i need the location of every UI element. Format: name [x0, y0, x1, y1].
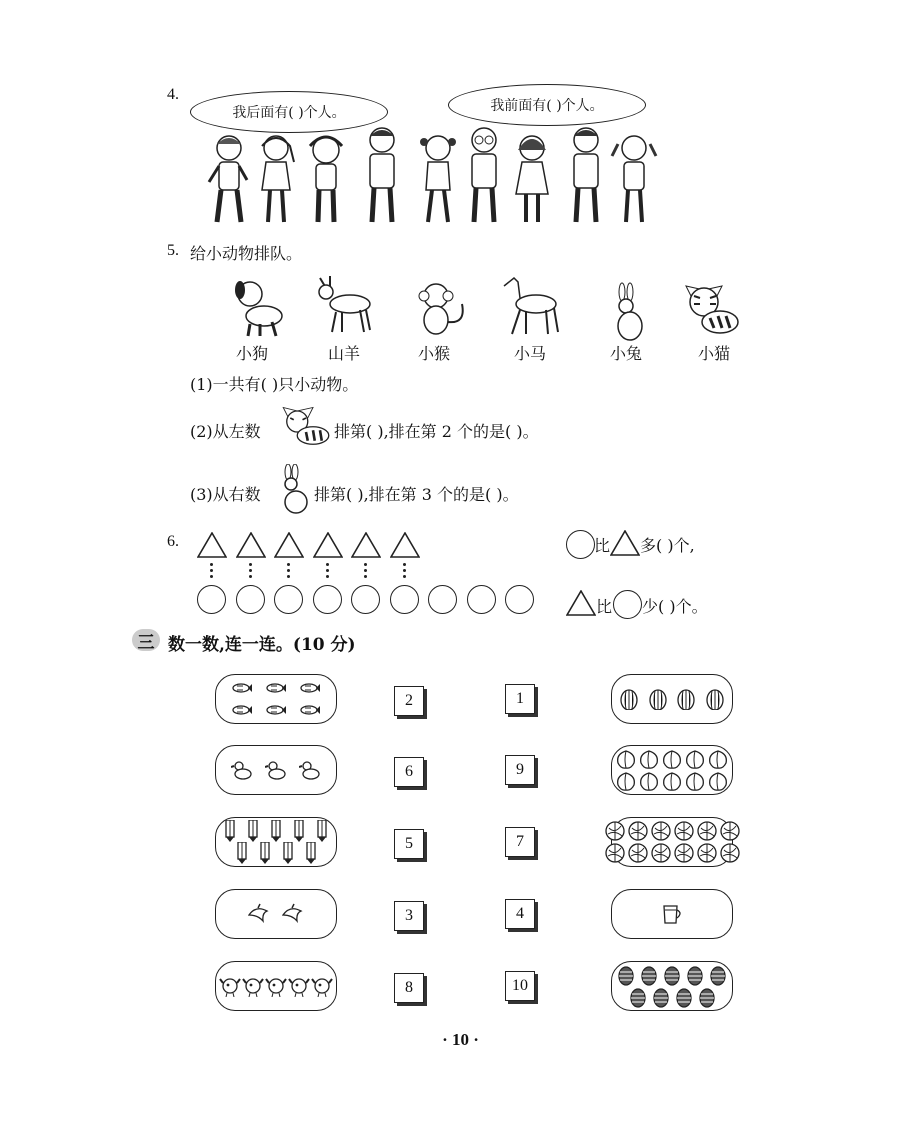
pencil-icon [311, 820, 333, 842]
circle-icon [351, 585, 380, 614]
pinecone-icon [627, 986, 649, 1008]
question-6-number: 6. [167, 533, 179, 550]
circle-icon [505, 585, 534, 614]
right-picture-box [611, 889, 733, 939]
bird-icon [311, 975, 333, 997]
speech-bubble-right-text: 我前面有( )个人。 [490, 98, 604, 114]
peach-icon [684, 748, 706, 770]
q5-sub2-suffix: 排第( ),排在第 2 个的是( )。 [334, 422, 539, 441]
cabbage-icon [650, 820, 672, 842]
circle-icon [313, 585, 342, 614]
right-picture-box [611, 817, 733, 867]
cabbage-icon [696, 842, 718, 864]
right-picture-box [611, 745, 733, 795]
question-4-number: 4. [167, 86, 179, 103]
cat-icon [278, 402, 334, 448]
animal-label-rabbit: 小兔 [609, 344, 642, 363]
animal-label-cat: 小猫 [697, 344, 730, 363]
animal-label-goat: 山羊 [327, 344, 360, 363]
pencil-icon [254, 842, 276, 864]
cabbage-icon [650, 842, 672, 864]
left-picture-box [215, 745, 337, 795]
pinecone-icon [684, 964, 706, 986]
duck-icon [265, 759, 287, 781]
left-picture-box [215, 889, 337, 939]
circle-icon [274, 585, 303, 614]
speech-bubble-left-text: 我后面有( )个人。 [232, 105, 346, 121]
compare-1-end: 多( )个, [640, 536, 695, 555]
section-3-title: 数一数,连一连。(10 分) [168, 635, 356, 655]
circle-icon [197, 585, 226, 614]
triangle-icon [610, 530, 640, 556]
pencil-icon [300, 842, 322, 864]
pencil-icon [265, 820, 287, 842]
watermelon-icon [647, 688, 669, 710]
child-icon [460, 124, 508, 228]
triangle-icon [351, 532, 381, 558]
peach-icon [661, 748, 683, 770]
pencil-icon [231, 842, 253, 864]
right-number-box: 10 [505, 971, 535, 1001]
child-icon [414, 132, 462, 228]
fish-icon [231, 677, 253, 699]
fish-icon [265, 699, 287, 721]
triangle-icon [197, 532, 227, 558]
goat-icon [312, 272, 376, 336]
connector-dots [210, 563, 214, 581]
pencil-icon [277, 842, 299, 864]
right-number-box: 1 [505, 684, 535, 714]
left-picture-box [215, 961, 337, 1011]
cabbage-icon [673, 842, 695, 864]
question-5-number: 5. [167, 242, 179, 259]
child-icon [252, 132, 300, 228]
compare-2-mid: 比 [596, 597, 613, 616]
child-icon [610, 132, 658, 228]
q5-sub1: (1)一共有( )只小动物。 [190, 375, 359, 394]
triangle-icon [236, 532, 266, 558]
circle-icon [428, 585, 457, 614]
fish-icon [231, 699, 253, 721]
compare-2-end: 少( )个。 [642, 597, 708, 616]
duck-icon [231, 759, 253, 781]
fish-icon [299, 699, 321, 721]
dog-icon [226, 276, 290, 340]
pencil-icon [219, 820, 241, 842]
pinecone-icon [661, 964, 683, 986]
circle-icon [236, 585, 265, 614]
dolphin-icon [282, 903, 304, 925]
pencil-icon [288, 820, 310, 842]
left-number-box: 5 [394, 829, 424, 859]
peach-icon [707, 748, 729, 770]
connector-dots [403, 563, 407, 581]
duck-icon [299, 759, 321, 781]
right-number-box: 7 [505, 827, 535, 857]
monkey-icon [408, 280, 472, 344]
right-picture-box [611, 674, 733, 724]
watermelon-icon [704, 688, 726, 710]
dolphin-icon [248, 903, 270, 925]
compare-1-mid: 比 [594, 536, 611, 555]
connector-dots [326, 563, 330, 581]
peach-icon [615, 748, 637, 770]
child-icon [562, 124, 610, 228]
left-picture-box [215, 817, 337, 867]
rabbit-icon [600, 282, 664, 346]
peach-icon [638, 748, 660, 770]
animal-label-horse: 小马 [513, 344, 546, 363]
question-5-title: 给小动物排队。 [190, 244, 303, 263]
page-number: · 10 · [442, 1030, 479, 1049]
cabbage-icon [673, 820, 695, 842]
section-3-badge: 三 [132, 629, 160, 651]
left-number-box: 6 [394, 757, 424, 787]
left-number-box: 8 [394, 973, 424, 1003]
peach-icon [615, 770, 637, 792]
right-number-box: 4 [505, 899, 535, 929]
bird-icon [265, 975, 287, 997]
cabbage-icon [627, 820, 649, 842]
animal-label-monkey: 小猴 [417, 344, 450, 363]
q5-sub3-prefix: (3)从右数 [190, 485, 261, 504]
peach-icon [684, 770, 706, 792]
cabbage-icon [627, 842, 649, 864]
bird-icon [288, 975, 310, 997]
child-icon [205, 132, 253, 228]
pinecone-icon [638, 964, 660, 986]
pinecone-icon [707, 964, 729, 986]
connector-dots [287, 563, 291, 581]
cabbage-icon [604, 842, 626, 864]
bird-icon [242, 975, 264, 997]
circle-icon [390, 585, 419, 614]
watermelon-icon [618, 688, 640, 710]
horse-icon [498, 272, 562, 336]
connector-dots [364, 563, 368, 581]
cabbage-icon [719, 820, 741, 842]
q5-sub2-prefix: (2)从左数 [190, 422, 261, 441]
pinecone-icon [650, 986, 672, 1008]
rabbit-icon [276, 464, 312, 516]
speech-bubble-right [448, 84, 646, 126]
circle-icon [613, 590, 642, 619]
triangle-icon [390, 532, 420, 558]
fish-icon [265, 677, 287, 699]
peach-icon [661, 770, 683, 792]
cup-icon [661, 903, 683, 925]
right-picture-box [611, 961, 733, 1011]
pinecone-icon [696, 986, 718, 1008]
child-icon [358, 124, 406, 228]
left-picture-box [215, 674, 337, 724]
peach-icon [638, 770, 660, 792]
child-icon [302, 132, 350, 228]
peach-icon [707, 770, 729, 792]
triangle-icon [274, 532, 304, 558]
cabbage-icon [604, 820, 626, 842]
circle-icon [467, 585, 496, 614]
pinecone-icon [615, 964, 637, 986]
cabbage-icon [696, 820, 718, 842]
animal-label-dog: 小狗 [235, 344, 268, 363]
cat-icon [680, 276, 744, 340]
q5-sub3-suffix: 排第( ),排在第 3 个的是( )。 [314, 485, 519, 504]
left-number-box: 3 [394, 901, 424, 931]
connector-dots [249, 563, 253, 581]
triangle-icon [313, 532, 343, 558]
pinecone-icon [673, 986, 695, 1008]
child-icon [508, 132, 556, 228]
cabbage-icon [719, 842, 741, 864]
triangle-icon [566, 590, 596, 616]
left-number-box: 2 [394, 686, 424, 716]
right-number-box: 9 [505, 755, 535, 785]
circle-icon [566, 530, 595, 559]
watermelon-icon [675, 688, 697, 710]
pencil-icon [242, 820, 264, 842]
bird-icon [219, 975, 241, 997]
fish-icon [299, 677, 321, 699]
